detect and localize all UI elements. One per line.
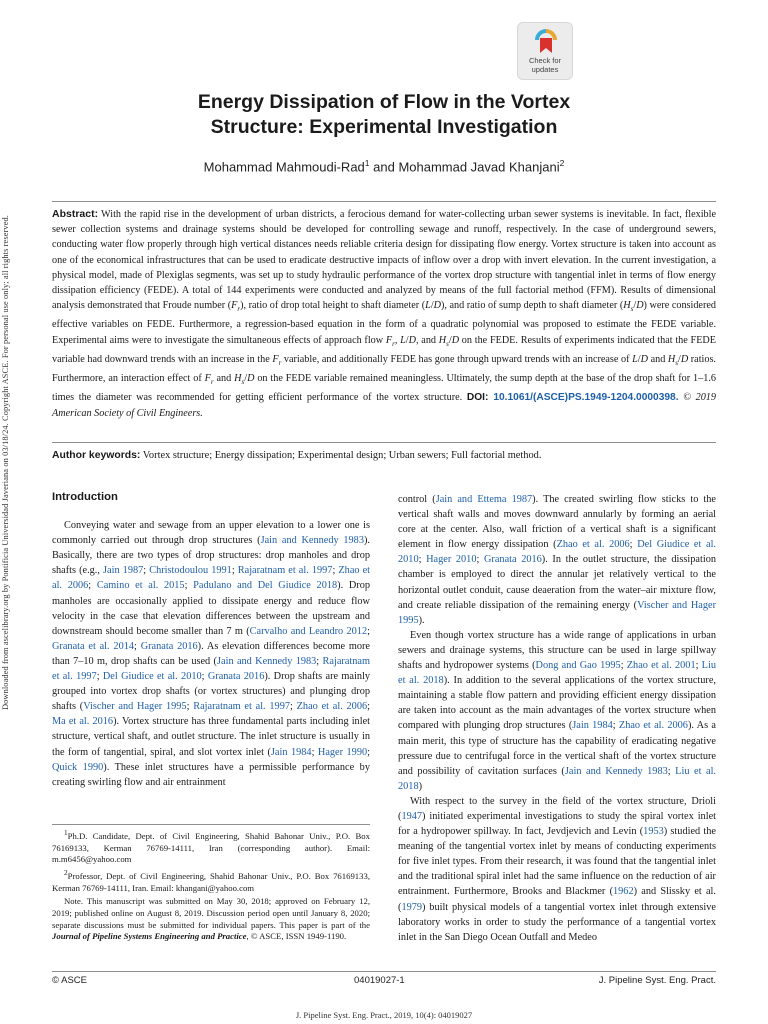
footer-journal: J. Pipeline Syst. Eng. Pract. bbox=[598, 975, 716, 986]
citation-link[interactable]: Christodoulou 1991 bbox=[149, 565, 232, 577]
citation-link[interactable]: Jain and Kennedy 1983 bbox=[564, 765, 668, 777]
citation-link[interactable]: Jain 1987 bbox=[103, 565, 144, 577]
citation-link[interactable]: Jain 1984 bbox=[572, 720, 613, 732]
citation-link[interactable]: Zhao et al. 2006 bbox=[556, 539, 630, 551]
citation-link[interactable]: Rajaratnam et al. 1997 bbox=[193, 701, 290, 713]
citation-link[interactable]: Padulano and Del Giudice 2018 bbox=[193, 580, 338, 592]
citation-link[interactable]: Jain 1984 bbox=[270, 746, 312, 758]
citation-link[interactable]: Dong and Gao 1995 bbox=[535, 660, 621, 672]
citation-link[interactable]: Zhao et al. 2006 bbox=[296, 701, 368, 713]
citation-link[interactable]: Del Giudice et al. 2010 bbox=[398, 539, 717, 566]
citation-link[interactable]: Liu et al. 2018 bbox=[398, 660, 716, 687]
page-title: Energy Dissipation of Flow in the Vortex Structure: Experimental Investigation bbox=[197, 91, 571, 138]
citation-link[interactable]: Carvalho and Leandro 2012 bbox=[249, 625, 368, 637]
badge-text: Check for updates bbox=[528, 56, 562, 74]
citation-link[interactable]: Granata 2016 bbox=[207, 671, 265, 683]
crossmark-icon bbox=[534, 28, 558, 54]
citation-link[interactable]: Camino et al. 2015 bbox=[96, 580, 185, 592]
body-paragraph: Even though vortex structure has a wide range of applications in urban sewers and drainage systems, this structure can be used in large spillway shafts and hydropower systems (Dong and Gao 1995; Zhao et al. 2001; Liu et al. 2018). In addition to the several applications of the vortex structure, maintaining a stable flow pattern and providing efficient energy dissipation are taken into account as the main advantages of the vortex structure when compared with plunging drop structures (Jain 1984; Zhao et al. 2006). As a main merit, this type of structure has the capability of eradicating negative pressure due to centrifugal force in the vertical shaft of the vortex structure and possibility of cavitation surfaces (Jain and Kennedy 1983; Liu et al. 2018) bbox=[398, 629, 717, 792]
body-paragraph: control (Jain and Ettema 1987). The created swirling flow sticks to the vertical shaft walls and moves downward annularly by forming an aerial core at the center. Also, wall friction of a vertical shaft is a significant element in flow energy dissipation (Zhao et al. 2006; Del Giudice et al. 2010; Hager 2010; Granata 2016). In the outlet structure, the dissipation chamber is employed to direct the annular jet relatively vertical to the horizontal outlet conduit, cause deaeration from the water–air mixture flow, and create reliable dissipation of the remaining energy (Vischer and Hager 1995). bbox=[398, 494, 717, 626]
doi-label: DOI: bbox=[466, 392, 489, 404]
download-sidebar bbox=[0, 210, 14, 710]
citation-link[interactable]: Rajaratnam et al. 1997 bbox=[237, 565, 333, 577]
citation-link[interactable]: Jain and Kennedy 1983 bbox=[260, 535, 364, 547]
footer-left: © ASCE bbox=[52, 975, 87, 986]
citation-link[interactable]: Liu et al. 2018 bbox=[398, 765, 717, 792]
citation-link[interactable]: 1953 bbox=[643, 826, 664, 838]
citation-link[interactable]: Del Giudice et al. 2010 bbox=[102, 671, 202, 683]
author-keywords: Author keywords: Vortex structure; Energy dissipation; Experimental design; Urban sewers; Full factorial method. bbox=[52, 450, 542, 461]
citation-link[interactable]: 1962 bbox=[613, 886, 634, 898]
citation-link[interactable]: Hager 1990 bbox=[317, 746, 368, 758]
abstract-top-rule bbox=[52, 201, 716, 202]
footnote-1: $^1$Ph.D. Candidate, Dept. of Civil Engineering, Shahid Bahonar Univ., P.O. Box 76169133, Kerman 76769-14111, Iran (corresponding author). Email: m.m6456@yahoo.com bbox=[52, 829, 370, 865]
authors: Mohammad Mahmoudi-Rad$^1$ and Mohammad Javad Khanjani$^2$ bbox=[203, 158, 565, 175]
citation-link[interactable]: Granata et al. 2014 bbox=[52, 640, 135, 652]
download-sidebar-text: Downloaded from ascelibrary.org by Pontificia Universidad Javeriana on 03/18/24. Copyright ASCE. For personal use only; all rights reserved. bbox=[1, 215, 10, 710]
footer-rule bbox=[52, 971, 716, 972]
citation-link[interactable]: Vischer and Hager 1995 bbox=[398, 599, 716, 626]
submission-note: Note. This manuscript was submitted on May 30, 2018; approved on February 12, 2019; published online on August 8, 2019. Discussion period open until January 8, 2020; separate discussions must be submitted for individual papers. This paper is part of the Journal of Pipeline Systems Engineering and Practice, © ASCE, ISSN 1949-1190. bbox=[52, 896, 370, 942]
abstract-heading: Abstract: bbox=[52, 208, 99, 220]
citation-link[interactable]: 1947 bbox=[401, 810, 423, 822]
citation-link[interactable]: Rajaratnam et al. 1997 bbox=[52, 655, 370, 683]
footer-page-number: 04019027-1 bbox=[354, 975, 405, 986]
left-column bbox=[52, 490, 370, 790]
check-for-updates-badge[interactable] bbox=[517, 22, 573, 80]
citation-link[interactable]: Jain and Ettema 1987 bbox=[435, 494, 533, 505]
citation-link[interactable]: Granata 2016 bbox=[483, 554, 542, 566]
doi-link[interactable]: 10.1061/(ASCE)PS.1949-1204.0000398. bbox=[488, 392, 679, 404]
intro-paragraph: Conveying water and sewage from an upper elevation to a lower one is commonly carried out through drop structures (Jain and Kennedy 1983). Basically, there are two types of drop structures: drop manholes and drop shafts (e.g., Jain 1987; Christodoulou 1991; Rajaratnam et al. 1997; Zhao et al. 2006; Camino et al. 2015; Padulano and Del Giudice 2018). Drop manholes are occasionally applied to dissipate energy and reduce flow velocity in the case that elevation differences between the upstream and downstream should become smaller than 7 m (Carvalho and Leandro 2012; Granata et al. 2014; Granata 2016). As elevation differences become more than 7–10 m, drop shafts can be used (Jain and Kennedy 1983; Rajaratnam et al. 1997; Del Giudice et al. 2010; Granata 2016). Drop shafts are mainly grouped into vortex drop shafts (or vortex structures) and plunging drop shafts (Vischer and Hager 1995; Rajaratnam et al. 1997; Zhao et al. 2006; Ma et al. 2016). Vortex structure has three fundamental parts including inlet structure, vertical shaft, and outlet structure. The inlet structure is usually in the form of tangential, spiral, and slot vortex inlet (Jain 1984; Hager 1990; Quick 1990). These inlet structures have a permissible performance by creating swirling flow and air entrainment bbox=[52, 520, 371, 788]
introduction-heading: Introduction bbox=[52, 491, 118, 503]
citation-line: J. Pipeline Syst. Eng. Pract., 2019, 10(4): 04019027 bbox=[295, 1010, 473, 1020]
right-column bbox=[398, 492, 716, 945]
citation-link[interactable]: Zhao et al. 2006 bbox=[52, 565, 371, 592]
citation-link[interactable]: Zhao et al. 2001 bbox=[626, 660, 696, 672]
footnotes bbox=[52, 828, 370, 945]
keywords-rule bbox=[52, 442, 716, 443]
citation-link[interactable]: Granata 2016 bbox=[140, 640, 198, 652]
citation-link[interactable]: 1979 bbox=[401, 901, 423, 913]
citation-link[interactable]: Quick 1990 bbox=[52, 761, 104, 773]
citation-link[interactable]: Hager 2010 bbox=[426, 554, 477, 566]
footnote-2: $^2$Professor, Dept. of Civil Engineering, Shahid Bahonar Univ., P.O. Box 76169133, Kerman 76769-14111, Iran. Email: khangani@yahoo.com bbox=[52, 869, 370, 893]
abstract: Abstract: With the rapid rise in the development of urban districts, a ferocious demand for water-collecting urban sewer systems is inevitable. In fact, flexible sewer collection systems and drainage systems should be developed for controlling sewage and runoff, respectively. In the case of underground sewers, conducting water flow properly through high vertical distances needs reliable criteria design for dissipating flow energy. Vortex structure is taken into account as one of the economical infrastructures that can be used to eradicate destructive impacts of inflow over a drop with invert elevation. In the current investigation, a physical model, made of Plexiglas segments, was set up to study hydraulic performance of the vortex drop structure with tangential inlet in terms of flow energy dissipation efficiency (FEDE). A total of 144 experiments were conducted and analyzed by means of the full factorial method (FFM). Results of dimensional analysis demonstrated that Froude number $(F_r)$, ratio of drop total height to shaft diameter (L/D), and ratio of sump depth to shaft diameter $(H_s/D)$ were considered effective variables on FEDE. Furthermore, a regression-based equation in the form of a quadratic polynomial was proposed to estimate the FEDE variable. Experimental aims were to investigate the simultaneous effects of approach flow $F_r$, L/D, and $H_s/D$ on the FEDE. Results of experiments indicated that the FEDE variable had downward trends with an increase in the $F_r$ variable, and additionally FEDE has gone through upward trends with an increase of L/D and $H_s/D$ ratios. Furthermore, an interaction effect of $F_r$ and $H_s/D$ on the FEDE variable remained meaningless. Ultimately, the sump depth at the base of the drop shaft for 1–1.6 times the diameter was recommended for getting efficient performance of the vortex structure. DOI: 10.1061/(ASCE)PS.1949-1204.0000398. © 2019 American Society of Civil Engineers. bbox=[52, 208, 716, 419]
footnote-rule bbox=[52, 824, 370, 825]
citation-link[interactable]: Vischer and Hager 1995 bbox=[83, 701, 187, 713]
citation-link[interactable]: Ma et al. 2016 bbox=[52, 716, 114, 728]
citation-link[interactable]: Zhao et al. 2006 bbox=[618, 720, 688, 732]
body-paragraph: With respect to the survey in the field of the vortex structure, Drioli (1947) initiated experimental investigations to study the spiral vortex inlet for a hydropower spillway. In fact, Jevdjevich and Levin (1953) studied the meaning of the tangential vortex inlet by means of conducting experiments for five inlet types. From their research, it was found that the tangential inlet and the traditional spiral inlet had the same influence on the reduction of air entrainment. Furthermore, Brooks and Blackmer (1962) and Slissky et al. (1979) built physical models of a tangential vortex inlet through extensive laboratory works in order to study the performance of a tangential vortex inlet in the San Diego Ocean Outfall and Medeo bbox=[398, 795, 716, 943]
citation-link[interactable]: Jain and Kennedy 1983 bbox=[217, 655, 317, 667]
